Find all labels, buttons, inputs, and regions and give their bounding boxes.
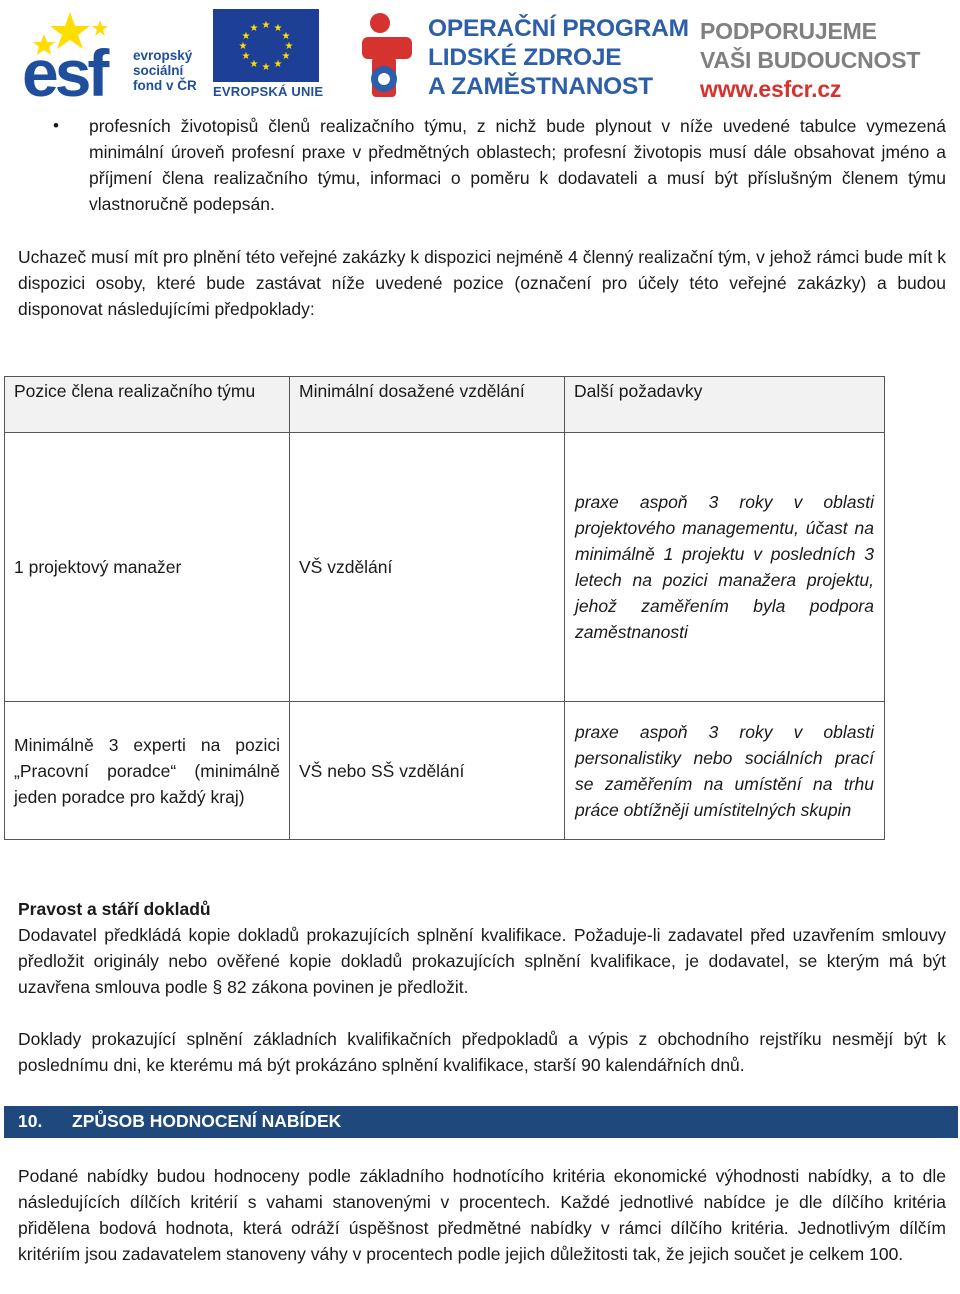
op-program-name: OPERAČNÍ PROGRAM LIDSKÉ ZDROJE A ZAMĚSTNANOST	[428, 15, 689, 100]
validity-heading: Pravost a stáří dokladů	[18, 899, 211, 919]
section-title: ZPŮSOB HODNOCENÍ NABÍDEK	[72, 1111, 342, 1131]
svg-text:★: ★	[273, 59, 283, 70]
table-header-row	[5, 377, 885, 433]
svg-text:★: ★	[241, 31, 251, 42]
cell-position: 1 projektový manažer	[5, 433, 290, 702]
eu-label: EVROPSKÁ UNIE	[213, 84, 324, 99]
svg-text:★: ★	[281, 31, 291, 42]
table-row	[5, 702, 885, 840]
logo-banner	[0, 0, 960, 108]
team-requirements-table	[4, 376, 885, 840]
header-requirements: Další požadavky	[565, 377, 885, 433]
esf-caption: evropský sociální fond v ČR	[133, 48, 197, 93]
cell-education: VŠ nebo SŠ vzdělání	[290, 702, 565, 840]
svg-text:★: ★	[261, 20, 271, 31]
cell-education: VŠ vzdělání	[290, 433, 565, 702]
svg-text:★: ★	[261, 62, 271, 73]
bullet-marker: •	[53, 116, 59, 135]
svg-text:★: ★	[238, 41, 248, 52]
svg-text:esf: esf	[22, 36, 106, 100]
svg-text:★: ★	[273, 23, 283, 34]
slogan: PODPORUJEME VAŠI BUDOUCNOST www.esfcr.cz	[700, 18, 921, 102]
svg-text:★: ★	[249, 23, 259, 34]
bullet-text: profesních životopisů členů realizačního týmu, z nichž bude plynout v níže uvedené tabulce vymezená minimální úroveň profesní praxe v předmětných oblastech; profesní životopis musí dále obsahovat jméno a příjmení člena realizačního týmu, informaci o poměru k dodavateli a musí být příslušným členem týmu vlastnoručně podepsán.	[89, 116, 946, 214]
table-row	[5, 433, 885, 702]
op-figure-icon	[354, 9, 418, 101]
section-heading-bar	[4, 1106, 958, 1138]
svg-text:★: ★	[281, 51, 291, 62]
eu-flag-icon	[213, 9, 319, 82]
validity-paragraph-2: Doklady prokazující splnění základních kvalifikačních předpokladů a výpis z obchodního rejstříku nesmějí být k poslednímu dni, ke kterému má být prokázáno splnění kvalifikace, starší 90 kalendářních dnů.	[18, 1029, 946, 1075]
svg-text:★: ★	[284, 41, 294, 52]
cell-position: Minimálně 3 experti na pozici „Pracovní poradce“ (minimálně jeden poradce pro každý kraj)	[5, 702, 290, 840]
cell-requirements: praxe aspoň 3 roky v oblasti projektového managementu, účast na minimálně 1 projektu v posledních 3 letech na pozici manažera projektu, jehož zaměřením byla podpora zaměstnanosti	[565, 433, 885, 702]
intro-paragraph: Uchazeč musí mít pro plnění této veřejné zakázky k dispozici nejméně 4 členný realizační tým, v jehož rámci bude mít k dispozici osoby, které bude zastávat níže uvedené pozice (označení pro účely této veřejné zakázky) a budou disponovat následujícími předpoklady:	[18, 247, 946, 319]
cell-requirements: praxe aspoň 3 roky v oblasti personalistiky nebo sociálních prací se zaměřením na umístění na trhu práce obtížněji umístitelných skupin	[565, 702, 885, 840]
section-number: 10.	[18, 1111, 43, 1131]
header-position: Pozice člena realizačního týmu	[5, 377, 290, 433]
svg-text:★: ★	[241, 51, 251, 62]
website-link[interactable]: www.esfcr.cz	[700, 76, 842, 102]
header-education: Minimální dosažené vzdělání	[290, 377, 565, 433]
svg-text:★: ★	[249, 59, 259, 70]
validity-paragraph-1: Dodavatel předkládá kopie dokladů prokazujících splnění kvalifikace. Požaduje-li zadavatel před uzavřením smlouvy předložit originály nebo ověřené kopie dokladů prokazujících splnění kvalifikace, je dodavatel, se kterým má být uzavřena smlouva podle § 82 zákona povinen je předložit.	[18, 925, 946, 997]
evaluation-paragraph: Podané nabídky budou hodnoceny podle základního hodnotícího kritéria ekonomické výhodnosti nabídky, a to dle následujících dílčích kritérií s vahami stanovenými v procentech. Každé jednotlivé nabídce je dle dílčího kritéria přidělena bodová hodnota, která odráží úspěšnost předmětné nabídky v rámci dílčího kritéria. Jednotlivým dílčím kritériím jsou zadavatelem stanoveny váhy v procentech podle jejich důležitosti tak, že jejich součet je celkem 100.	[18, 1166, 946, 1264]
